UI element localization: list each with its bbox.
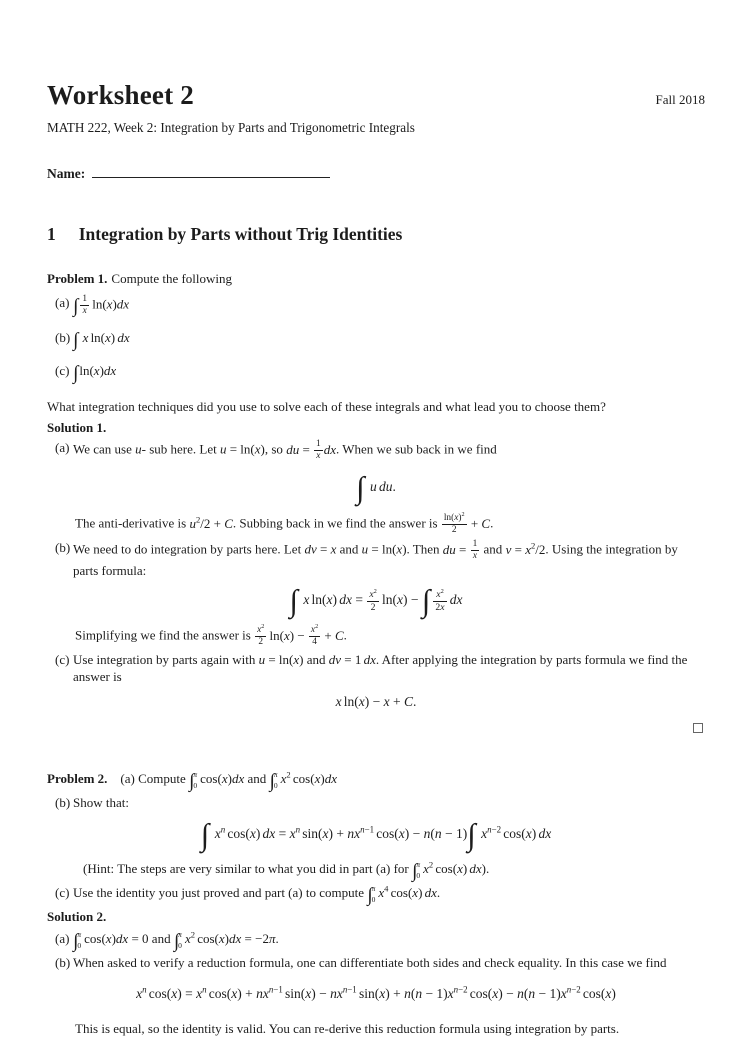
item-text: Use the identity you just proved and part (a) to compute ∫ π 0 $x^4$ cos(x) dx. bbox=[73, 883, 441, 906]
item-math: ∫ln(x)dx bbox=[73, 362, 117, 384]
solution1-simplify: Simplifying we find the answer is $\frac{x^2}{2}$ ln(x) − $\frac{x^2}{4}$ + C. bbox=[75, 624, 347, 648]
problem2-label: Problem 2. bbox=[47, 771, 108, 787]
problem2-item-b bbox=[47, 794, 705, 811]
item-text: ∫ π 0 cos(x)dx = 0 and ∫ π 0 $x^2$ cos(x)dx = −2π. bbox=[73, 929, 279, 952]
problem1-item-a bbox=[47, 294, 705, 317]
section-heading bbox=[47, 224, 705, 245]
item-tag: (c) bbox=[55, 652, 70, 668]
problem2-part-a: (a) Compute ∫ π 0 cos(x)dx and ∫ π 0 $x^2$ cos(x)dx bbox=[120, 769, 337, 792]
solution1-step-c bbox=[47, 651, 705, 685]
problem1-label: Problem 1. bbox=[47, 271, 108, 286]
solution2-label: Solution 2. bbox=[47, 909, 107, 925]
item-text: We need to do integration by parts here. Let dv = x and u = ln(x). Then du = $\frac{1}{x}$ and $v = x^2/2$. Using the integration by parts formula: bbox=[73, 539, 678, 579]
item-tag: (b) bbox=[55, 540, 71, 556]
equation-parts-b: ∫ x ln(x) dx = $\frac{x^2}{2}$ ln(x) − ∫ $\frac{x^2}{2x}$ dx bbox=[289, 583, 463, 619]
equation-u-du: ∫ u du. bbox=[356, 470, 396, 506]
page-title: Worksheet 2 bbox=[47, 80, 194, 110]
problem2-intro bbox=[47, 770, 705, 791]
item-tag: (c) bbox=[55, 363, 70, 379]
solution1-antiderivative: The anti-derivative is $u^2/2 + C$. Subbing back in we find the answer is $\frac{\ln(x)^2}{2}$ + C. bbox=[75, 512, 494, 536]
item-text: We can use u- sub here. Let u = ln(x), so du = $\frac{1}{x}$ dx. When we sub back in we find bbox=[73, 439, 497, 462]
course-subtitle: MATH 222, Week 2: Integration by Parts and Trigonometric Integrals bbox=[47, 120, 415, 135]
problem1-intro-text: Compute the following bbox=[111, 271, 233, 286]
item-tag: (a) bbox=[55, 295, 70, 310]
item-tag: (b) bbox=[55, 330, 71, 346]
header bbox=[47, 80, 705, 111]
item-text: Use integration by parts again with u = ln(x) and dv = 1 dx. After applying the integration by parts formula we find the answer is bbox=[73, 652, 688, 685]
problem2-hint: (Hint: The steps are very similar to what you did in part (a) for ∫ π 0 $x^2$ cos(x) dx). bbox=[83, 859, 490, 882]
solution2-step-a bbox=[47, 930, 705, 951]
item-math: ∫ $\frac{1}{x}$ ln(x)dx bbox=[73, 294, 130, 318]
solution1-step-b bbox=[47, 539, 705, 579]
problem2-item-c bbox=[47, 884, 705, 905]
name-line bbox=[47, 166, 705, 182]
item-tag: (c) bbox=[55, 885, 70, 901]
item-text: When asked to verify a reduction formula, one can differentiate both sides and check equality. In this case we find bbox=[73, 955, 667, 971]
problem1-intro bbox=[47, 270, 705, 287]
item-tag: (b) bbox=[55, 795, 71, 811]
name-blank bbox=[92, 166, 330, 178]
item-tag: (a) bbox=[55, 440, 70, 456]
qed-box bbox=[693, 723, 703, 733]
problem1-item-b bbox=[47, 329, 705, 350]
item-tag: (a) bbox=[55, 931, 70, 947]
equation-reduction: ∫ $x^n$ cos(x) dx = $x^n$ $\sin(x) + nx^{n-1}$ cos(x) − n(n − 1)∫ $x^{n-2}$ cos(x) dx bbox=[200, 817, 552, 853]
section-title: Integration by Parts without Trig Identities bbox=[78, 224, 403, 244]
item-text: Show that: bbox=[73, 795, 129, 811]
term-label: Fall 2018 bbox=[655, 92, 705, 107]
solution2-closing: This is equal, so the identity is valid. You can re-derive this reduction formula using integration by parts. bbox=[75, 1021, 620, 1037]
item-math: ∫ x ln(x) dx bbox=[73, 329, 130, 351]
name-label: Name: bbox=[47, 166, 86, 181]
qed-row bbox=[47, 720, 705, 738]
solution1-step-a bbox=[47, 439, 705, 462]
solution2-step-b bbox=[47, 954, 705, 971]
item-tag: (b) bbox=[55, 955, 71, 971]
solution1-label: Solution 1. bbox=[47, 420, 107, 436]
problem1-item-c bbox=[47, 362, 705, 383]
equation-verify: $x^n$ $\cos(x) = x^n$ $\cos(x) + nx^{n-1}$ $\sin(x) - nx^{n-1}$ $\sin(x) + n(n - 1)x^{n-2}$ $\cos(x) - n(n - 1)x^{n-2}$ cos(x) bbox=[136, 984, 616, 1002]
section-number: 1 bbox=[47, 224, 56, 244]
problem1-question: What integration techniques did you use to solve each of these integrals and what lead you to choose them? bbox=[47, 399, 606, 415]
equation-xlnx: x ln(x) − x + C. bbox=[335, 694, 417, 710]
